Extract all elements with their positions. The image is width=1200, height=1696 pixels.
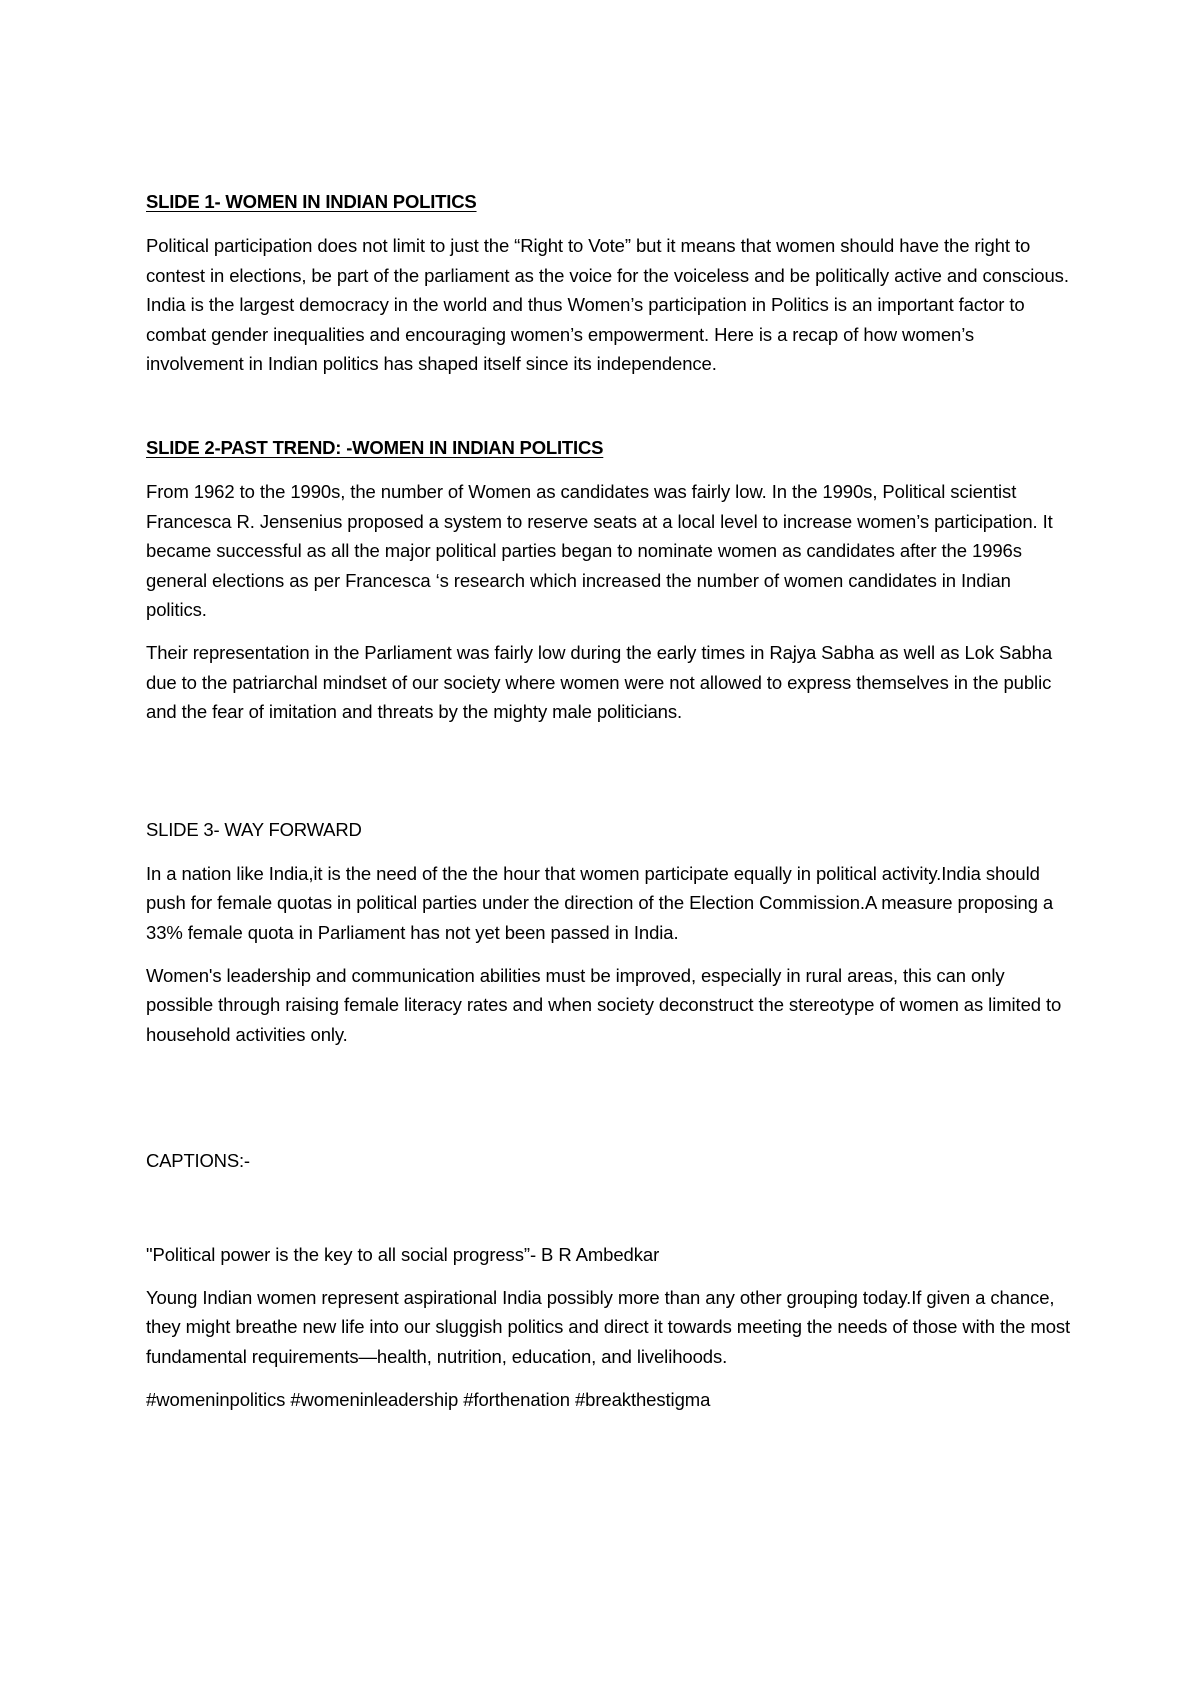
slide-1-heading: SLIDE 1- WOMEN IN INDIAN POLITICS xyxy=(146,191,477,212)
captions-section xyxy=(146,1149,1076,1414)
captions-paragraph: Young Indian women represent aspirational India possibly more than any other grouping today.If given a chance, they might breathe new life into our sluggish politics and direct it towards meeting the needs of those with the most fundamental requirements—health, nutrition, education, and livelihoods. xyxy=(146,1286,1071,1368)
spacer xyxy=(146,1062,1076,1149)
slide-3-section xyxy=(146,818,1076,1050)
slide-2-paragraph-2: Their representation in the Parliament was fairly low during the early times in Rajya Sabha as well as Lok Sabha due to the patriarchal mindset of our society where women were not allowed to express themselves in the public and the fear of imitation and threats by the mighty male politicians. xyxy=(146,641,1053,723)
slide-3-paragraph-2: Women's leadership and communication abilities must be improved, especially in rural areas, this can only possible through raising female literacy rates and when society deconstruct the stereotype of women as limited to household activities only. xyxy=(146,964,1062,1045)
slide-2-heading: SLIDE 2-PAST TREND: -WOMEN IN INDIAN POLITICS xyxy=(146,436,604,458)
slide-3-paragraph-1: In a nation like India,it is the need of the the hour that women participate equally in political activity.India should push for female quotas in political parties under the direction of the Election Commission.A measure proposing a 33% female quota in Parliament has not yet been passed in India. xyxy=(146,862,1054,943)
slide-2-section xyxy=(146,436,1076,727)
captions-heading: CAPTIONS:- xyxy=(146,1150,250,1172)
slide-2-paragraph-1: From 1962 to the 1990s, the number of Women as candidates was fairly low. In the 1990s, Political scientist Francesca R. Jensenius proposed a system to reserve seats at a local level to increase women’s participation. It became successful as all the major political parties began to nominate women as candidates after the 1996s general elections as per Francesca ‘s research which increased the number of women candidates in Indian politics. xyxy=(146,480,1053,621)
captions-quote: "Political power is the key to all social progress”- B R Ambedkar xyxy=(146,1244,660,1266)
slide-1-paragraph: Political participation does not limit to just the “Right to Vote” but it means that women should have the right to contest in elections, be part of the parliament as the voice for the voiceless and be politically active and conscious. India is the largest democracy in the world and thus Women’s participation in Politics is an important factor to combat gender inequalities and encouraging women’s empowerment. Here is a recap of how women’s involvement in Indian politics has shaped itself since its independence. xyxy=(146,235,1069,375)
spacer xyxy=(146,392,1076,436)
spacer xyxy=(146,740,1076,818)
slide-1-section xyxy=(146,190,1076,379)
document-page xyxy=(146,190,1076,1427)
slide-3-heading: SLIDE 3- WAY FORWARD xyxy=(146,818,362,840)
spacer xyxy=(146,1190,1076,1240)
captions-hashtags: #womeninpolitics #womeninleadership #forthenation #breakthestigma xyxy=(146,1388,711,1410)
